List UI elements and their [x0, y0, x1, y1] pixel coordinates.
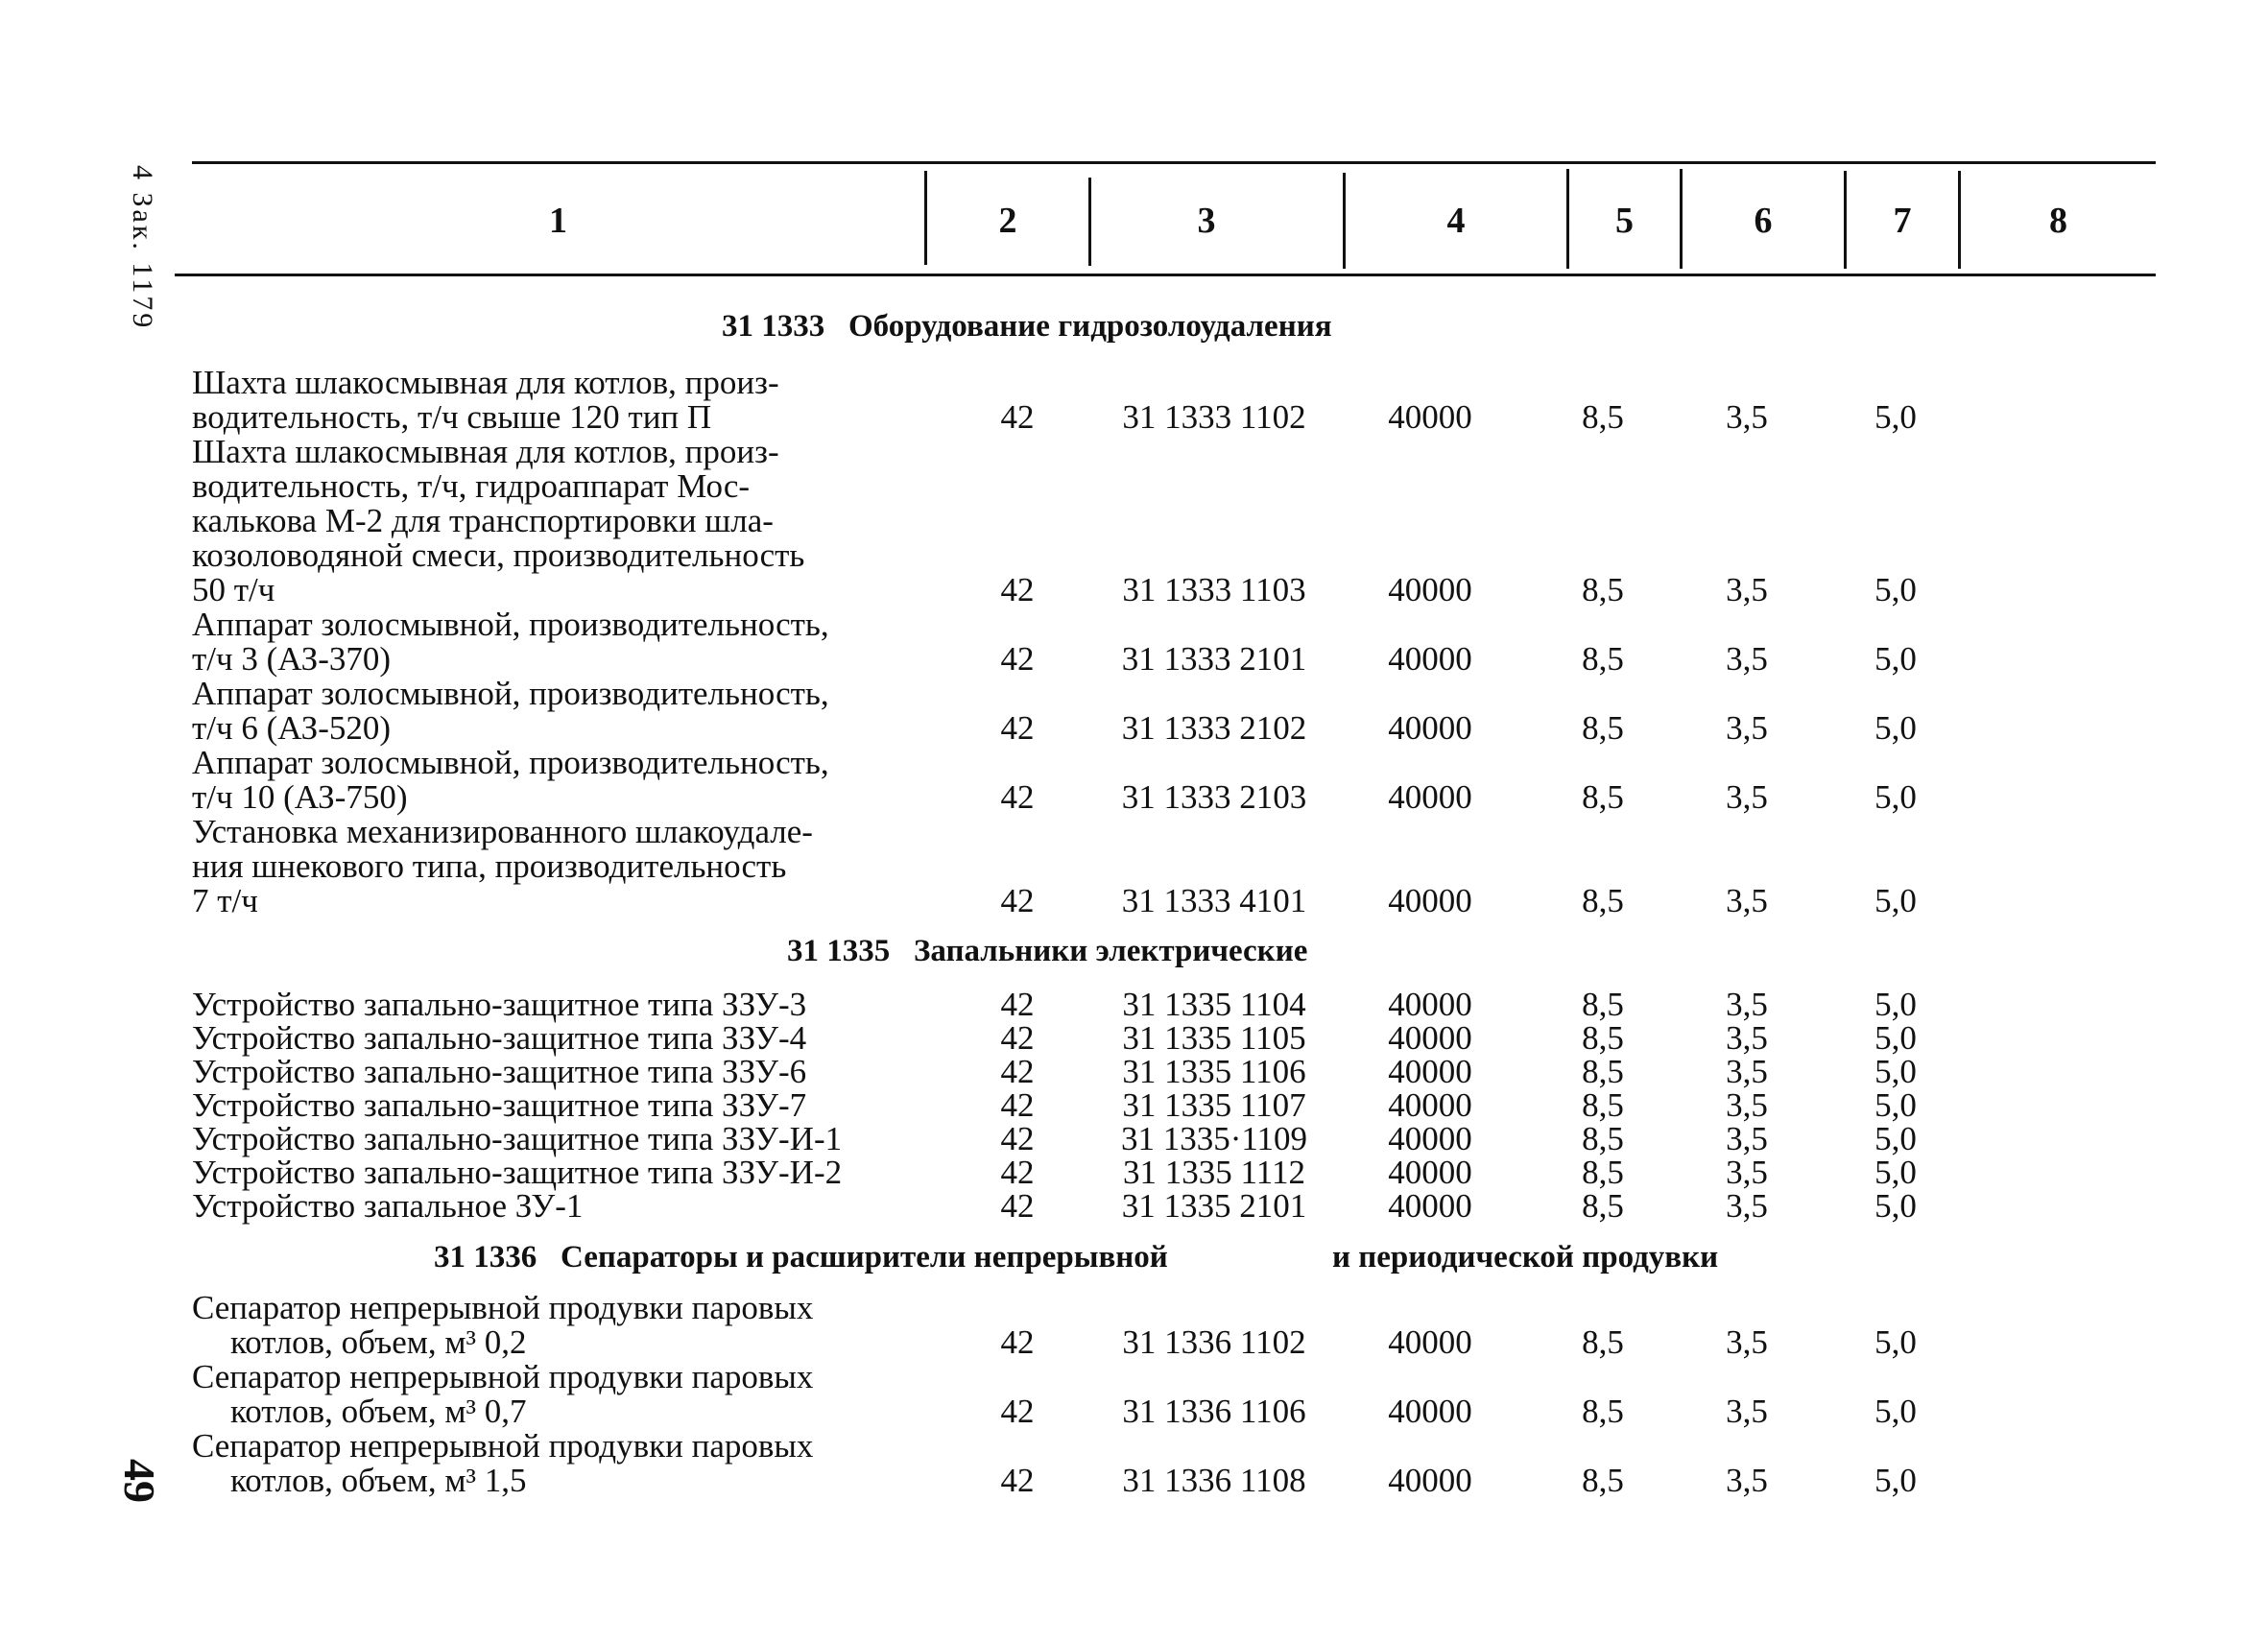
cell-col2: 42 [1000, 1154, 1035, 1191]
section-heading [787, 934, 1307, 969]
cell-col5: 8,5 [1582, 1120, 1624, 1157]
item-description: Шахта шлакосмывная для котлов, произ- водительность, т/ч, гидроаппарат Мос- калькова М-2 для транспортировки шла- козоловодяной смеси, производительность 50 т/ч [192, 433, 805, 608]
column-header-2: 2 [998, 201, 1017, 241]
cell-col4: 40000 [1388, 1086, 1472, 1124]
cell-col5: 8,5 [1582, 640, 1624, 678]
item-description: Аппарат золосмывной, производительность, т/ч 6 (АЗ-520) [192, 675, 829, 747]
cell-col2: 42 [1000, 986, 1035, 1023]
cell-code: 31 1333 2103 [1121, 778, 1307, 816]
item-description: Устройство запально-защитное типа ЗЗУ-И-2 [192, 1154, 843, 1191]
cell-col5: 8,5 [1582, 986, 1624, 1023]
cell-col5: 8,5 [1582, 1323, 1624, 1361]
item-description: Аппарат золосмывной, производительность, т/ч 10 (АЗ-750) [192, 744, 829, 816]
column-header-5: 5 [1615, 201, 1634, 241]
cell-col6: 3,5 [1726, 1086, 1768, 1124]
section-code: 31 1336 [434, 1240, 537, 1275]
cell-col7: 5,0 [1874, 571, 1917, 608]
cell-col2: 42 [1000, 1120, 1035, 1157]
cell-col4: 40000 [1388, 1154, 1472, 1191]
cell-code: 31 1333 1103 [1122, 571, 1306, 608]
cell-col4: 40000 [1388, 1053, 1472, 1090]
cell-col2: 42 [1000, 398, 1035, 436]
column-header-8: 8 [2049, 201, 2067, 241]
cell-col4: 40000 [1388, 1323, 1472, 1361]
cell-col7: 5,0 [1874, 1086, 1917, 1124]
cell-col5: 8,5 [1582, 1187, 1624, 1225]
cell-col5: 8,5 [1582, 398, 1624, 436]
cell-col2: 42 [1000, 709, 1035, 747]
order-number-note: 4 Зак. 1179 [127, 165, 158, 331]
cell-code: 31 1333 4101 [1121, 882, 1307, 919]
cell-col2: 42 [1000, 1187, 1035, 1225]
cell-col6: 3,5 [1726, 398, 1768, 436]
cell-col7: 5,0 [1874, 1393, 1917, 1430]
cell-col7: 5,0 [1874, 778, 1917, 816]
page-number: 49 [115, 1459, 164, 1503]
header-top-rule [192, 161, 2156, 164]
section-heading [722, 309, 1332, 345]
cell-col4: 40000 [1388, 640, 1472, 678]
section-title: Сепараторы и расширители непрерывной [561, 1240, 1168, 1275]
cell-col7: 5,0 [1874, 640, 1917, 678]
cell-col6: 3,5 [1726, 571, 1768, 608]
cell-col2: 42 [1000, 1019, 1035, 1057]
cell-col2: 42 [1000, 1086, 1035, 1124]
header-bottom-rule [175, 274, 2156, 276]
cell-col6: 3,5 [1726, 882, 1768, 919]
cell-col6: 3,5 [1726, 1053, 1768, 1090]
column-header-3: 3 [1197, 201, 1216, 241]
cell-col7: 5,0 [1874, 1053, 1917, 1090]
cell-col4: 40000 [1388, 1393, 1472, 1430]
cell-col2: 42 [1000, 1462, 1035, 1499]
cell-col5: 8,5 [1582, 571, 1624, 608]
cell-code: 31 1335 2101 [1121, 1187, 1307, 1225]
cell-col4: 40000 [1388, 986, 1472, 1023]
section-title: Запальники электрические [914, 934, 1308, 968]
item-description: Сепаратор непрерывной продувки паровых котлов, объем, м³ 1,5 [192, 1427, 814, 1499]
cell-col7: 5,0 [1874, 1154, 1917, 1191]
cell-col2: 42 [1000, 882, 1035, 919]
cell-col4: 40000 [1388, 1019, 1472, 1057]
cell-code: 31 1336 1108 [1122, 1462, 1306, 1499]
cell-col5: 8,5 [1582, 1154, 1624, 1191]
cell-col2: 42 [1000, 1393, 1035, 1430]
section-title-tail: и периодической продувки [1332, 1240, 1719, 1275]
item-description: Сепаратор непрерывной продувки паровых котлов, объем, м³ 0,7 [192, 1358, 814, 1430]
item-description: Устройство запально-защитное типа ЗЗУ-И-1 [192, 1120, 843, 1157]
cell-col6: 3,5 [1726, 1120, 1768, 1157]
cell-col5: 8,5 [1582, 1462, 1624, 1499]
cell-code: 31 1333 2102 [1121, 709, 1307, 747]
cell-col4: 40000 [1388, 1187, 1472, 1225]
column-header-6: 6 [1754, 201, 1773, 241]
cell-col6: 3,5 [1726, 1187, 1768, 1225]
cell-code: 31 1333 1102 [1122, 398, 1306, 436]
cell-col4: 40000 [1388, 709, 1472, 747]
cell-col4: 40000 [1388, 571, 1472, 608]
cell-col2: 42 [1000, 778, 1035, 816]
item-description: Устройство запально-защитное типа ЗЗУ-7 [192, 1086, 807, 1124]
cell-col7: 5,0 [1874, 709, 1917, 747]
cell-col6: 3,5 [1726, 1154, 1768, 1191]
cell-col6: 3,5 [1726, 1323, 1768, 1361]
cell-col7: 5,0 [1874, 1323, 1917, 1361]
cell-col4: 40000 [1388, 398, 1472, 436]
cell-code: 31 1335 1107 [1122, 1086, 1306, 1124]
item-description: Шахта шлакосмывная для котлов, произ- водительность, т/ч свыше 120 тип П [192, 364, 779, 436]
cell-code: 31 1335·1109 [1120, 1120, 1308, 1157]
cell-col2: 42 [1000, 1323, 1035, 1361]
cell-col7: 5,0 [1874, 986, 1917, 1023]
cell-col5: 8,5 [1582, 709, 1624, 747]
cell-col2: 42 [1000, 1053, 1035, 1090]
column-header-1: 1 [549, 201, 567, 241]
cell-col6: 3,5 [1726, 1019, 1768, 1057]
cell-col7: 5,0 [1874, 1187, 1917, 1225]
cell-col6: 3,5 [1726, 1462, 1768, 1499]
cell-col5: 8,5 [1582, 1053, 1624, 1090]
cell-col6: 3,5 [1726, 778, 1768, 816]
item-description: Установка механизированного шлакоудале- ния шнекового типа, производительность 7 т/ч [192, 813, 813, 919]
cell-col7: 5,0 [1874, 882, 1917, 919]
cell-code: 31 1335 1106 [1122, 1053, 1306, 1090]
cell-col6: 3,5 [1726, 1393, 1768, 1430]
cell-col2: 42 [1000, 640, 1035, 678]
cell-col5: 8,5 [1582, 1019, 1624, 1057]
section-heading [434, 1240, 1168, 1275]
cell-col5: 8,5 [1582, 1393, 1624, 1430]
cell-col7: 5,0 [1874, 1462, 1917, 1499]
item-description: Устройство запально-защитное типа ЗЗУ-3 [192, 986, 807, 1023]
cell-col7: 5,0 [1874, 398, 1917, 436]
section-title: Оборудование гидрозолоудаления [848, 309, 1332, 344]
column-header-4: 4 [1446, 201, 1466, 241]
item-description: Устройство запально-защитное типа ЗЗУ-6 [192, 1053, 807, 1090]
cell-col6: 3,5 [1726, 709, 1768, 747]
item-description: Сепаратор непрерывной продувки паровых котлов, объем, м³ 0,2 [192, 1289, 814, 1361]
item-description: Аппарат золосмывной, производительность, т/ч 3 (АЗ-370) [192, 606, 829, 678]
cell-code: 31 1335 1104 [1122, 986, 1306, 1023]
cell-col6: 3,5 [1726, 640, 1768, 678]
cell-code: 31 1336 1106 [1122, 1393, 1306, 1430]
cell-col6: 3,5 [1726, 986, 1768, 1023]
section-code: 31 1333 [722, 309, 825, 344]
cell-col7: 5,0 [1874, 1019, 1917, 1057]
cell-col4: 40000 [1388, 1462, 1472, 1499]
cell-col7: 5,0 [1874, 1120, 1917, 1157]
cell-col2: 42 [1000, 571, 1035, 608]
cell-code: 31 1335 1105 [1122, 1019, 1306, 1057]
cell-col4: 40000 [1388, 882, 1472, 919]
cell-code: 31 1335 1112 [1123, 1154, 1305, 1191]
cell-col4: 40000 [1388, 1120, 1472, 1157]
cell-code: 31 1336 1102 [1122, 1323, 1306, 1361]
column-header-7: 7 [1893, 201, 1912, 241]
cell-code: 31 1333 2101 [1121, 640, 1307, 678]
section-code: 31 1335 [787, 934, 891, 968]
cell-col5: 8,5 [1582, 882, 1624, 919]
cell-col5: 8,5 [1582, 778, 1624, 816]
item-description: Устройство запальное ЗУ-1 [192, 1187, 584, 1225]
cell-col4: 40000 [1388, 778, 1472, 816]
item-description: Устройство запально-защитное типа ЗЗУ-4 [192, 1019, 807, 1057]
cell-col5: 8,5 [1582, 1086, 1624, 1124]
